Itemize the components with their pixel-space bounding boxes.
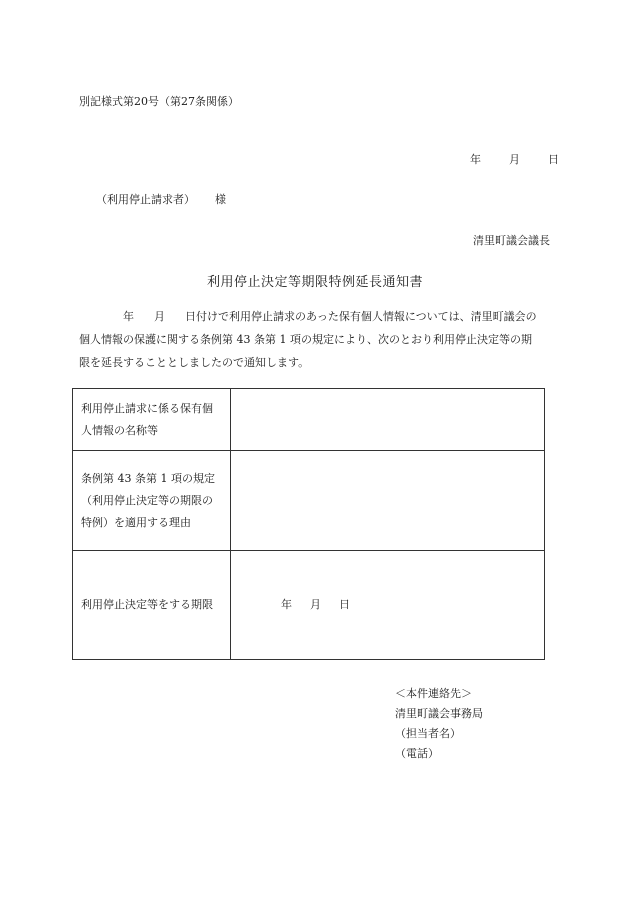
body-paragraph (79, 305, 552, 374)
body-line-1 (79, 305, 552, 328)
row1-label-a: 利用停止請求に係る保有個 (81, 401, 213, 415)
date-month: 月 (509, 153, 520, 166)
contact-office: 清里町議会事務局 (395, 707, 483, 720)
recipient-honorific: 様 (215, 193, 226, 206)
deadline-year: 年 (281, 598, 292, 611)
row-label-reason (73, 451, 231, 551)
contact-person: （担当者名） (395, 727, 461, 740)
table-row (73, 451, 545, 551)
table-row (73, 389, 545, 451)
table-row (73, 551, 545, 660)
sender-name: 清里町議会議長 (473, 234, 550, 247)
deadline-month: 月 (310, 598, 321, 611)
row-value-reason (231, 451, 545, 551)
body-year: 年 (123, 310, 134, 323)
row-label-info-name (73, 389, 231, 451)
body-line-3: 限を延長することとしましたので通知します。 (79, 356, 310, 369)
row-value-info-name (231, 389, 545, 451)
contact-phone: （電話） (395, 747, 439, 760)
contact-block (395, 684, 483, 764)
row2-label-c: 特例）を適用する理由 (81, 515, 191, 529)
body-month: 月 (154, 310, 165, 323)
body-line-1-rest: 日付けで利用停止請求のあった保有個人情報については、清里町議会の (185, 310, 537, 323)
deadline-day: 日 (339, 598, 350, 611)
recipient-line (96, 194, 226, 205)
body-line-2: 個人情報の保護に関する条例第 43 条第 1 項の規定により、次のとおり利用停止決定等の期 (79, 333, 532, 346)
recipient-label: （利用停止請求者） (96, 193, 195, 206)
row1-label-b: 人情報の名称等 (81, 423, 158, 437)
date-day: 日 (548, 153, 559, 166)
issue-date (470, 154, 559, 165)
row2-label-a: 条例第 43 条第 1 項の規定 (81, 471, 215, 485)
document-title: 利用停止決定等期限特例延長通知書 (206, 275, 423, 290)
info-table (72, 388, 545, 660)
form-number-label: 別記様式第20号（第27条関係） (79, 95, 239, 108)
row-value-deadline (231, 551, 545, 660)
row2-label-b: （利用停止決定等の期限の (81, 493, 213, 507)
contact-heading: ＜本件連絡先＞ (395, 687, 472, 700)
row-label-deadline: 利用停止決定等をする期限 (73, 551, 231, 660)
date-year: 年 (470, 153, 481, 166)
